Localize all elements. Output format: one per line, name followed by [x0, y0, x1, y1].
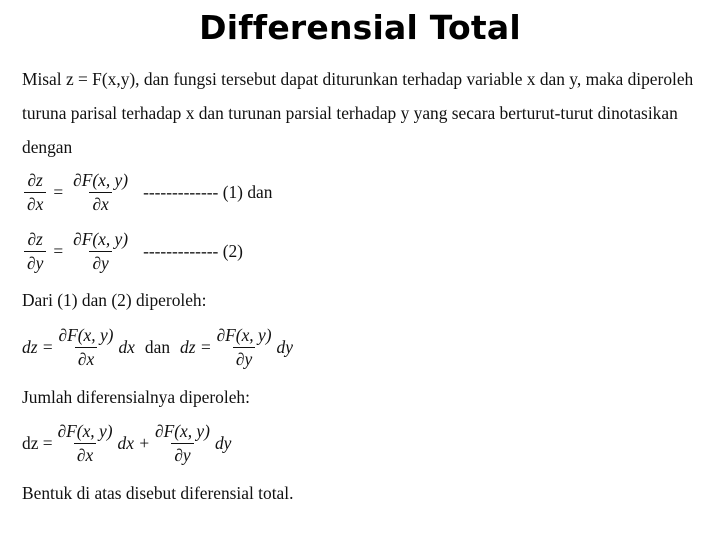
fraction-denominator: ∂y — [171, 443, 193, 466]
fraction-denominator: ∂y — [233, 347, 255, 370]
fraction-numerator: ∂F(x, y) — [73, 229, 129, 249]
from-text: Dari (1) dan (2) diperoleh: — [22, 290, 207, 310]
dF-dy-fraction — [152, 421, 213, 466]
equals-sign: = — [53, 182, 64, 202]
fraction-denominator: ∂y — [24, 251, 46, 274]
intro-paragraph: Misal z = F(x,y), dan fungsi tersebut dapat diturunkan terhadap variable x dan y, maka diperoleh turuna parisal terhadap x dan turunan parsial terhadap y yang secara berturut-turut dinotasikan dengan — [22, 69, 694, 157]
fraction-denominator: ∂x — [74, 443, 96, 466]
fraction-numerator: ∂F(x, y) — [57, 421, 113, 441]
dz-dx-fraction — [24, 170, 46, 215]
equation-4 — [22, 421, 231, 466]
equals-sign: = — [53, 241, 64, 261]
fraction-denominator: ∂x — [24, 192, 46, 215]
dan-connector: dan — [144, 337, 171, 357]
dx-plus-term: dx + — [117, 433, 151, 453]
dF-dx-fraction — [55, 421, 116, 466]
fraction-numerator: ∂F(x, y) — [155, 421, 210, 441]
fraction-numerator: ∂z — [27, 170, 43, 190]
equation-label: ------------- (2) — [143, 241, 243, 261]
dF-dx-fraction — [56, 325, 117, 370]
equation-2 — [22, 229, 243, 274]
dz-lhs: dz = — [22, 337, 54, 357]
page-title: Differensial Total — [199, 8, 521, 47]
dF-dx-fraction — [70, 170, 131, 215]
fraction-numerator: ∂F(x, y) — [216, 325, 272, 345]
dz-lhs: dz = — [22, 433, 53, 453]
fraction-denominator: ∂y — [89, 251, 111, 274]
equation-3 — [22, 325, 293, 370]
dx-term: dx — [118, 337, 135, 357]
fraction-numerator: ∂F(x, y) — [58, 325, 114, 345]
dz-dy-fraction — [24, 229, 46, 274]
dF-dy-fraction — [70, 229, 131, 274]
fraction-denominator: ∂x — [89, 192, 111, 215]
sum-text: Jumlah diferensialnya diperoleh: — [22, 387, 250, 407]
dz-lhs: dz = — [180, 337, 212, 357]
fraction-numerator: ∂z — [27, 229, 43, 249]
equation-1 — [22, 170, 272, 215]
dy-term: dy — [276, 337, 293, 357]
dF-dy-fraction — [214, 325, 275, 370]
fraction-numerator: ∂F(x, y) — [73, 170, 129, 190]
equation-label: ------------- (1) dan — [143, 182, 273, 202]
dy-term: dy — [214, 433, 232, 453]
fraction-denominator: ∂x — [75, 347, 97, 370]
closing-text: Bentuk di atas disebut diferensial total. — [22, 483, 294, 503]
